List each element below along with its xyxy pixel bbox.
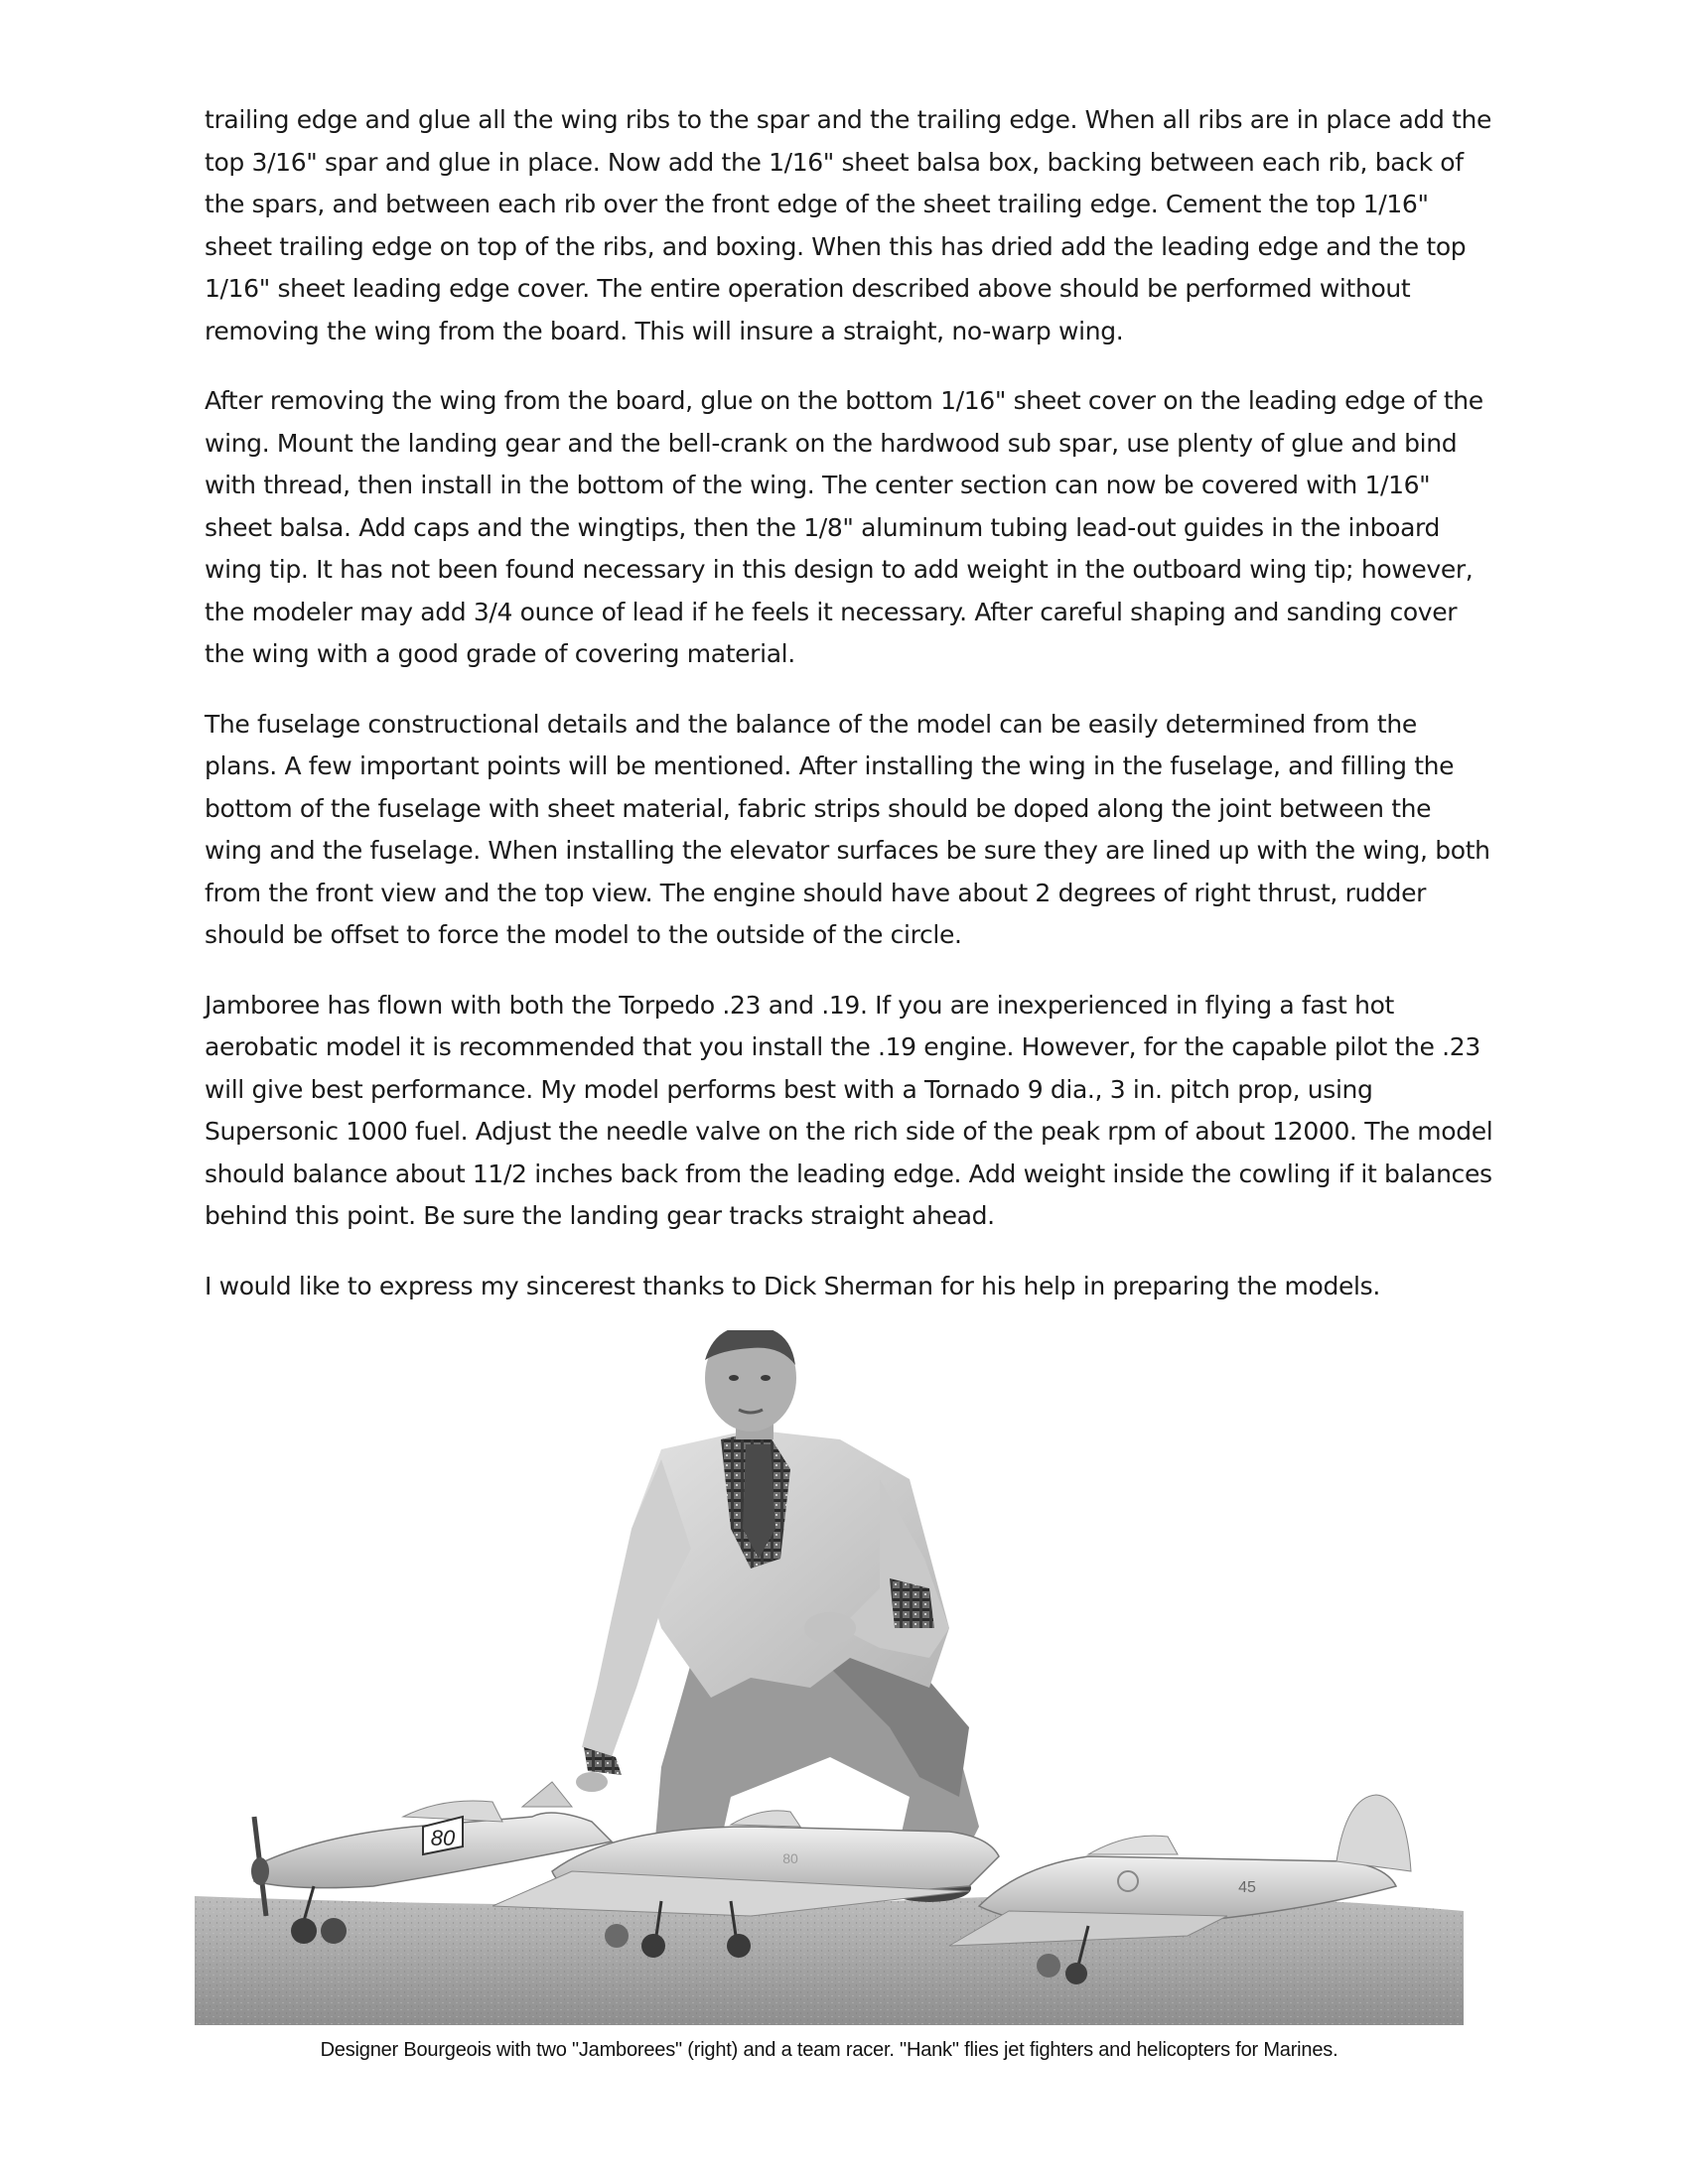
ground-area bbox=[195, 1895, 1464, 2025]
article-body bbox=[205, 99, 1495, 1335]
paragraph-acknowledgement: I would like to express my sincerest thanks to Dick Sherman for his help in preparing the models. bbox=[205, 1271, 1380, 1300]
model-number-label: 45 bbox=[1238, 1879, 1256, 1896]
paragraph-fuselage: The fuselage constructional details and the balance of the model can be easily determined from the plans. A few important points will be mentioned. After installing the wing in the fuselage, and filling the bottom of the fuselage with sheet material, fabric strips should be doped along the joint between the wing and the fuselage. When installing the elevator surfaces be sure they are lined up with the wing, both from the front view and the top view. The engine should have about 2 degrees of right thrust, rudder should be offset to force the model to the outside of the circle. bbox=[205, 709, 1490, 949]
model-number-label: 80 bbox=[782, 1850, 798, 1866]
photo-caption: Designer Bourgeois with two "Jamborees" (right) and a team racer. "Hank" flies jet fighters and helicopters for Marines. bbox=[320, 2039, 1338, 2061]
paragraph-wing-construction: trailing edge and glue all the wing ribs to the spar and the trailing edge. When all ribs are in place add the top 3/16" spar and glue in place. Now add the 1/16" sheet balsa box, backing between each rib, back of the spars, and between each rib over the front edge of the sheet trailing edge. Cement the top 1/16" sheet trailing edge on top of the ribs, and boxing. When this has dried add the leading edge and the top 1/16" sheet leading edge cover. The entire operation described above should be performed without removing the wing from the board. This will insure a straight, no-warp wing. bbox=[205, 105, 1492, 345]
designer-photo bbox=[195, 1330, 1464, 2025]
model-number-label: 80 bbox=[430, 1826, 456, 1850]
paragraph-engine: Jamboree has flown with both the Torpedo .23 and .19. If you are inexperienced in flying a fast hot aerobatic model it is recommended that you install the .19 engine. However, for the capable pilot the .23 will give best performance. My model performs best with a Tornado 9 dia., 3 in. pitch prop, using Supersonic 1000 fuel. Adjust the needle valve on the rich side of the peak rpm of about 12000. The model should balance about 11/2 inches back from the leading edge. Add weight inside the cowling if it balances behind this point. Be sure the landing gear tracks straight ahead. bbox=[205, 990, 1493, 1230]
paragraph-wing-covering: After removing the wing from the board, glue on the bottom 1/16" sheet cover on the leading edge of the wing. Mount the landing gear and the bell-crank on the hardwood sub spar, use plenty of glue and bind with thread, then install in the bottom of the wing. The center section can now be covered with 1/16" sheet balsa. Add caps and the wingtips, then the 1/8" aluminum tubing lead-out guides in the inboard wing tip. It has not been found necessary in this design to add weight in the outboard wing tip; however, the modeler may add 3/4 ounce of lead if he feels it necessary. After careful shaping and sanding cover the wing with a good grade of covering material. bbox=[205, 386, 1483, 668]
